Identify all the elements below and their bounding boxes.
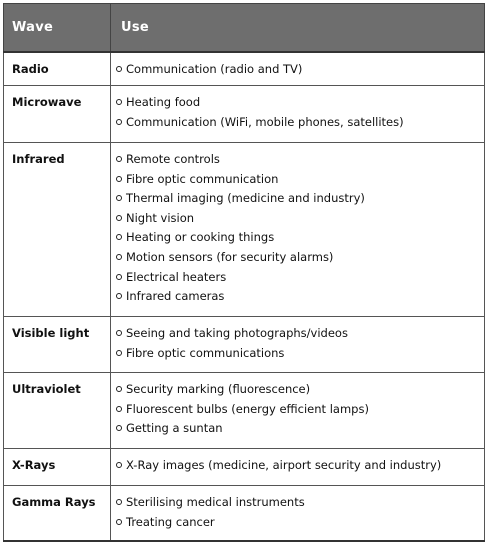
use-item-text: Fluorescent bulbs (energy efficient lamps): [126, 401, 369, 416]
use-item-text: Communication (radio and TV): [126, 61, 303, 76]
use-cell: [111, 143, 485, 317]
use-item: [116, 419, 484, 439]
table-row-infrared: [4, 143, 485, 317]
use-item-text: Seeing and taking photographs/videos: [126, 326, 348, 340]
bullet-icon: [116, 386, 122, 392]
wave-name: X-Rays: [4, 449, 111, 486]
use-item-text: Heating food: [126, 95, 201, 109]
use-item: [116, 93, 484, 113]
use-list: [116, 493, 484, 532]
use-item-text: Communication (WiFi, mobile phones, satellites): [126, 114, 404, 129]
use-item: [116, 287, 484, 307]
bullet-icon: [116, 519, 122, 525]
bullet-icon: [116, 156, 122, 162]
use-item-text: Motion sensors (for security alarms): [126, 249, 334, 264]
use-cell: [111, 52, 485, 86]
use-cell: [111, 373, 485, 449]
use-list: [116, 93, 484, 132]
bullet-icon: [116, 66, 122, 72]
use-item: [116, 324, 484, 344]
use-item: [116, 400, 484, 420]
wave-uses-table-container: [3, 3, 484, 541]
use-cell: [111, 86, 485, 143]
use-list: [116, 150, 484, 307]
wave-uses-table: [3, 3, 485, 542]
use-item-text: Infrared cameras: [126, 289, 225, 304]
bullet-icon: [116, 462, 122, 468]
use-item: [116, 268, 484, 288]
use-item-text: Electrical heaters: [126, 269, 227, 284]
bullet-icon: [116, 499, 122, 505]
use-cell: [111, 486, 485, 541]
wave-name: Ultraviolet: [4, 373, 111, 449]
use-column-header: Use: [111, 4, 485, 52]
use-item-text: Treating cancer: [126, 514, 215, 529]
table-row-radio: [4, 52, 485, 86]
bullet-icon: [116, 406, 122, 412]
bullet-icon: [116, 293, 122, 299]
use-cell: [111, 449, 485, 486]
use-list: [116, 456, 484, 476]
use-list: [116, 324, 484, 363]
use-item: [116, 209, 484, 229]
use-item-text: Sterilising medical instruments: [126, 495, 305, 509]
table-row-gamma-rays: [4, 486, 485, 541]
wave-name: Visible light: [4, 317, 111, 373]
use-item: [116, 456, 484, 476]
bullet-icon: [116, 234, 122, 240]
use-item-text: Getting a suntan: [126, 421, 223, 436]
use-item: [116, 513, 484, 533]
use-item-text: X-Ray images (medicine, airport security and industry): [126, 458, 442, 472]
use-item-text: Thermal imaging (medicine and industry): [126, 191, 365, 206]
use-item: [116, 344, 484, 364]
use-item-text: Security marking (fluorescence): [126, 382, 311, 396]
use-item: [116, 380, 484, 400]
bullet-icon: [116, 176, 122, 182]
use-item: [116, 189, 484, 209]
use-item: [116, 113, 484, 133]
use-item-text: Heating or cooking things: [126, 230, 275, 245]
use-item: [116, 170, 484, 190]
wave-name: Gamma Rays: [4, 486, 111, 541]
table-row-visible-light: [4, 317, 485, 373]
table-row-x-rays: [4, 449, 485, 486]
use-item: [116, 228, 484, 248]
use-list: [116, 380, 484, 439]
bullet-icon: [116, 330, 122, 336]
use-list: [116, 60, 484, 80]
wave-name: Radio: [4, 52, 111, 86]
wave-name: Infrared: [4, 143, 111, 317]
table-header-row: [4, 4, 485, 52]
bullet-icon: [116, 99, 122, 105]
bullet-icon: [116, 254, 122, 260]
wave-column-header: Wave: [4, 4, 111, 52]
bullet-icon: [116, 215, 122, 221]
bullet-icon: [116, 119, 122, 125]
use-item-text: Night vision: [126, 210, 195, 225]
table-row-ultraviolet: [4, 373, 485, 449]
use-item: [116, 248, 484, 268]
table-row-microwave: [4, 86, 485, 143]
use-item: [116, 150, 484, 170]
bullet-icon: [116, 274, 122, 280]
bullet-icon: [116, 350, 122, 356]
use-cell: [111, 317, 485, 373]
wave-name: Microwave: [4, 86, 111, 143]
bullet-icon: [116, 195, 122, 201]
use-item: [116, 493, 484, 513]
use-item-text: Fibre optic communication: [126, 171, 279, 186]
use-item: [116, 60, 484, 80]
bullet-icon: [116, 425, 122, 431]
use-item-text: Fibre optic communications: [126, 345, 285, 360]
use-item-text: Remote controls: [126, 152, 220, 166]
